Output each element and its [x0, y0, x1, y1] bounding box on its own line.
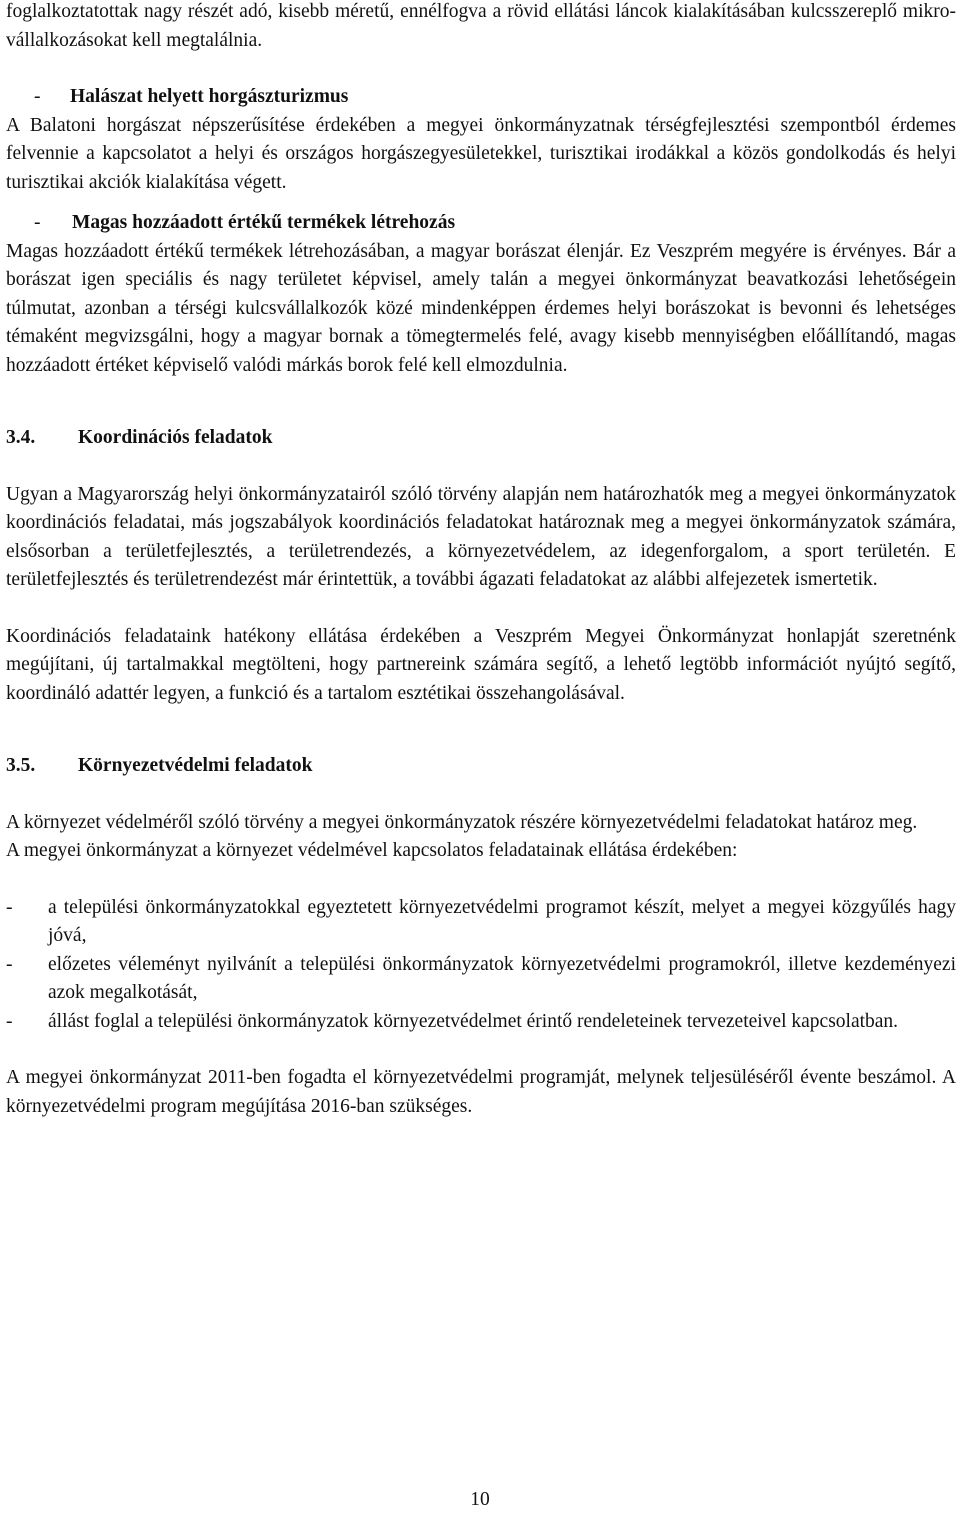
- paragraph-environment-1: A környezet védelméről szóló törvény a megyei önkormányzatok részére környezetvédelmi feladatokat határoz meg.: [6, 811, 918, 833]
- section-number: 3.4.: [6, 427, 36, 448]
- subheading-text: Halászat helyett horgászturizmus: [70, 86, 349, 107]
- subheading-fishing-tourism: [6, 83, 956, 112]
- list-item: [6, 1008, 956, 1037]
- dash-bullet: -: [34, 212, 41, 233]
- environment-tasks-list: [6, 894, 956, 1037]
- section-title: Környezetvédelmi feladatok: [78, 755, 313, 776]
- paragraph-coordination-1: Ugyan a Magyarország helyi önkormányzatairól szóló törvény alapján nem határozhatók meg a megyei önkormányzatok koordinációs feladatai, más jogszabályok koordinációs feladatokat határoznak meg a megyei önkormányzatok számára, elsősorban a területfejlesztés, a területrendezés, a környezetvédelem, az idegenforgalom, a sport területén. E területfejlesztés és területrendezést már érintettük, a további ágazati feladatokat az alábbi alfejezetek ismertetik.: [6, 483, 956, 590]
- dash-bullet: -: [34, 86, 41, 107]
- paragraph-wine: Magas hozzáadott értékű termékek létrehozásában, a magyar borászat élenjár. Ez Veszprém megyére is érvényes. Bár a borászat igen speciális és nagy területet képvisel, amely talán a megyei önkormányzat beavatkozási lehetőségein túlmutat, azonban a térségi kulcsvállalkozók közé mindenképpen érdemes helyi borászokat is bevonni és lehetséges témaként megvizsgálni, hogy a magyar bornak a tömegtermelés felé, avagy kisebb mennyiségben előállítandó, magas hozzáadott értéket képviselő valódi márkás borok felé kell elmozdulnia.: [6, 240, 956, 376]
- section-title: Koordinációs feladatok: [78, 427, 273, 448]
- list-item-text: állást foglal a települési önkormányzatok környezetvédelmet érintő rendeleteinek tervezeteivel kapcsolatban.: [48, 1010, 899, 1032]
- section-number: 3.5.: [6, 755, 36, 776]
- paragraph-environment-2: A megyei önkormányzat a környezet védelmével kapcsolatos feladatainak ellátása érdekében:: [6, 840, 738, 861]
- list-item-text: előzetes véleményt nyilvánít a települési önkormányzatok környezetvédelmi programokról, illetve kezdeményezi azok megalkotását,: [48, 953, 956, 1003]
- list-item: [6, 951, 956, 1008]
- dash-bullet: -: [6, 1010, 13, 1032]
- list-item: [6, 894, 956, 951]
- paragraph-fishing: A Balatoni horgászat népszerűsítése érdekében a megyei önkormányzatnak térségfejlesztési szempontból érdemes felvennie a kapcsolatot a helyi és országos horgászegyesületekkel, turisztikai irodákkal a közös gondolkodás és helyi turisztikai akciók kialakítása végett.: [6, 114, 956, 193]
- subheading-high-value-products: [6, 209, 956, 238]
- section-heading-3-5: [6, 752, 956, 781]
- paragraph-coordination-2: Koordinációs feladataink hatékony ellátása érdekében a Veszprém Megyei Önkormányzat honlapját szeretnénk megújítani, új tartalmakkal megtölteni, hogy partnereink számára segítő, a lehető legtöbb információt nyújtó segítő, koordináló adattér legyen, a funkció és a tartalom esztétikai összehangolásával.: [6, 625, 956, 704]
- page-number: 10: [470, 1489, 490, 1510]
- paragraph-environment-3: A megyei önkormányzat 2011-ben fogadta el környezetvédelmi programját, melynek teljesüléséről évente beszámol. A környezetvédelmi program megújítása 2016-ban szükséges.: [6, 1067, 956, 1117]
- paragraph-intro: foglalkoztatottak nagy részét adó, kisebb méretű, ennélfogva a rövid ellátási láncok kialakításában kulcsszereplő mikro-vállalkozásokat kell megtalálnia.: [6, 1, 956, 51]
- dash-bullet: -: [6, 953, 13, 975]
- dash-bullet: -: [6, 896, 13, 918]
- subheading-text: Magas hozzáadott értékű termékek létrehozás: [72, 212, 456, 233]
- section-heading-3-4: [6, 424, 956, 453]
- list-item-text: a települési önkormányzatokkal egyeztetett környezetvédelmi programot készít, melyet a megyei közgyűlés hagy jóvá,: [48, 896, 956, 946]
- document-page: [6, 0, 956, 1121]
